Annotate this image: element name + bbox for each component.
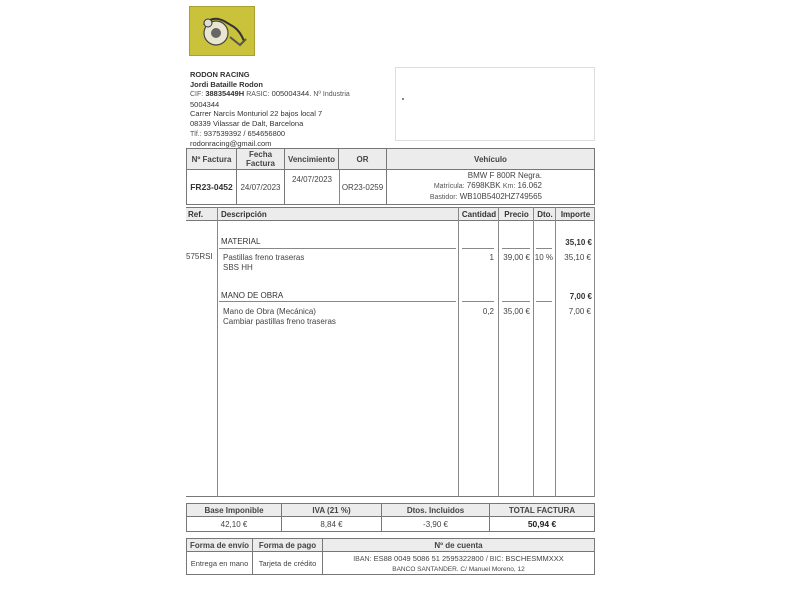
company-industria: 5004344 xyxy=(190,99,220,109)
cantidad-header: Cantidad xyxy=(459,210,499,219)
base-value: 42,10 € xyxy=(187,517,282,531)
invoice-header-table xyxy=(186,148,595,205)
envio-value: Entrega en mano xyxy=(187,552,253,574)
item-precio: 39,00 € xyxy=(503,253,530,262)
iva-header: IVA (21 %) xyxy=(282,504,382,517)
item-importe: 7,00 € xyxy=(568,307,591,316)
item-importe: 35,10 € xyxy=(564,253,591,262)
company-logo xyxy=(189,6,255,56)
item-description: Mano de Obra (Mecánica) Cambiar pastillas freno traseras xyxy=(223,307,336,326)
account-info xyxy=(323,554,594,575)
vehicle-vin: Bastidor: WB10B5402HZ749565 xyxy=(429,192,542,201)
iban-line: IBAN: ES88 0049 5086 51 2595322800 / BIC: BSCHESMMXXX xyxy=(353,554,564,563)
item-cantidad: 0,2 xyxy=(482,307,494,316)
company-name: RODON RACING xyxy=(190,70,250,79)
vehicle-model: BMW F 800R Negra. xyxy=(467,171,542,180)
bank-address: BANCO SANTANDER. C/ Manuel Moreno, 12 xyxy=(392,566,525,573)
section-title-material: MATERIAL xyxy=(221,237,261,246)
vencimiento-header: Vencimiento xyxy=(285,149,339,170)
vehicle-info xyxy=(387,171,542,203)
cuenta-header: Nº de cuenta xyxy=(323,539,594,552)
iva-value: 8,84 € xyxy=(282,517,382,531)
invoice-date: 24/07/2023 xyxy=(237,170,285,204)
company-address1: Carrer Narcís Monturiol 22 bajos local 7 xyxy=(190,109,323,119)
section-title-mano-de-obra: MANO DE OBRA xyxy=(221,291,284,300)
numero-header: Nº Factura xyxy=(187,149,237,170)
item-ref: 575RSI xyxy=(186,252,213,261)
payment-table xyxy=(186,538,595,575)
company-address2: 08339 Vilassar de Dalt, Barcelona xyxy=(190,118,304,128)
company-ids: CIF: 38835449H RASIC: 005004344. Nº Industria xyxy=(190,89,350,99)
client-box xyxy=(395,67,595,141)
ref-header: Ref. xyxy=(188,210,216,219)
company-phones: Tlf.: 937539392 / 654656800 xyxy=(190,128,286,138)
total-header: TOTAL FACTURA xyxy=(490,504,594,517)
totals-table xyxy=(186,503,595,532)
dtos-value: -3,90 € xyxy=(382,517,490,531)
company-email: rodonracing@gmail.com xyxy=(190,139,272,149)
descripcion-header: Descripción xyxy=(221,210,321,219)
section-subtotal-material: 35,10 € xyxy=(565,238,592,247)
dto-header: Dto. xyxy=(534,210,556,219)
pago-header: Forma de pago xyxy=(253,539,323,552)
envio-header: Forma de envío xyxy=(187,539,253,552)
or-header: OR xyxy=(339,149,387,170)
motorcycle-rider-logo-icon xyxy=(190,7,254,55)
vehicle-plate-km: Matrícula: 7698KBK Km: 16.062 xyxy=(433,181,542,190)
due-date: 24/07/2023 xyxy=(291,175,333,184)
client-dot xyxy=(402,98,404,100)
company-info xyxy=(190,70,390,149)
item-dto: 10 % xyxy=(534,253,553,262)
invoice-number: FR23-0452 xyxy=(187,170,237,204)
fecha-header: Fecha Factura xyxy=(237,149,285,170)
dtos-header: Dtos. Incluidos xyxy=(382,504,490,517)
vehiculo-header: Vehículo xyxy=(387,149,594,170)
importe-header: Importe xyxy=(556,210,595,219)
item-description: Pastillas freno traseras SBS HH xyxy=(223,253,305,272)
or-number: OR23-0259 xyxy=(339,170,387,204)
precio-header: Precio xyxy=(499,210,534,219)
total-value: 50,94 € xyxy=(527,519,557,529)
item-precio: 35,00 € xyxy=(503,307,530,316)
company-owner: Jordi Bataille Rodon xyxy=(190,79,263,89)
lines-table xyxy=(186,207,595,497)
item-cantidad: 1 xyxy=(489,253,494,262)
pago-value: Tarjeta de crédito xyxy=(253,552,323,574)
base-header: Base Imponible xyxy=(187,504,282,517)
section-subtotal-mano-de-obra: 7,00 € xyxy=(569,292,592,301)
